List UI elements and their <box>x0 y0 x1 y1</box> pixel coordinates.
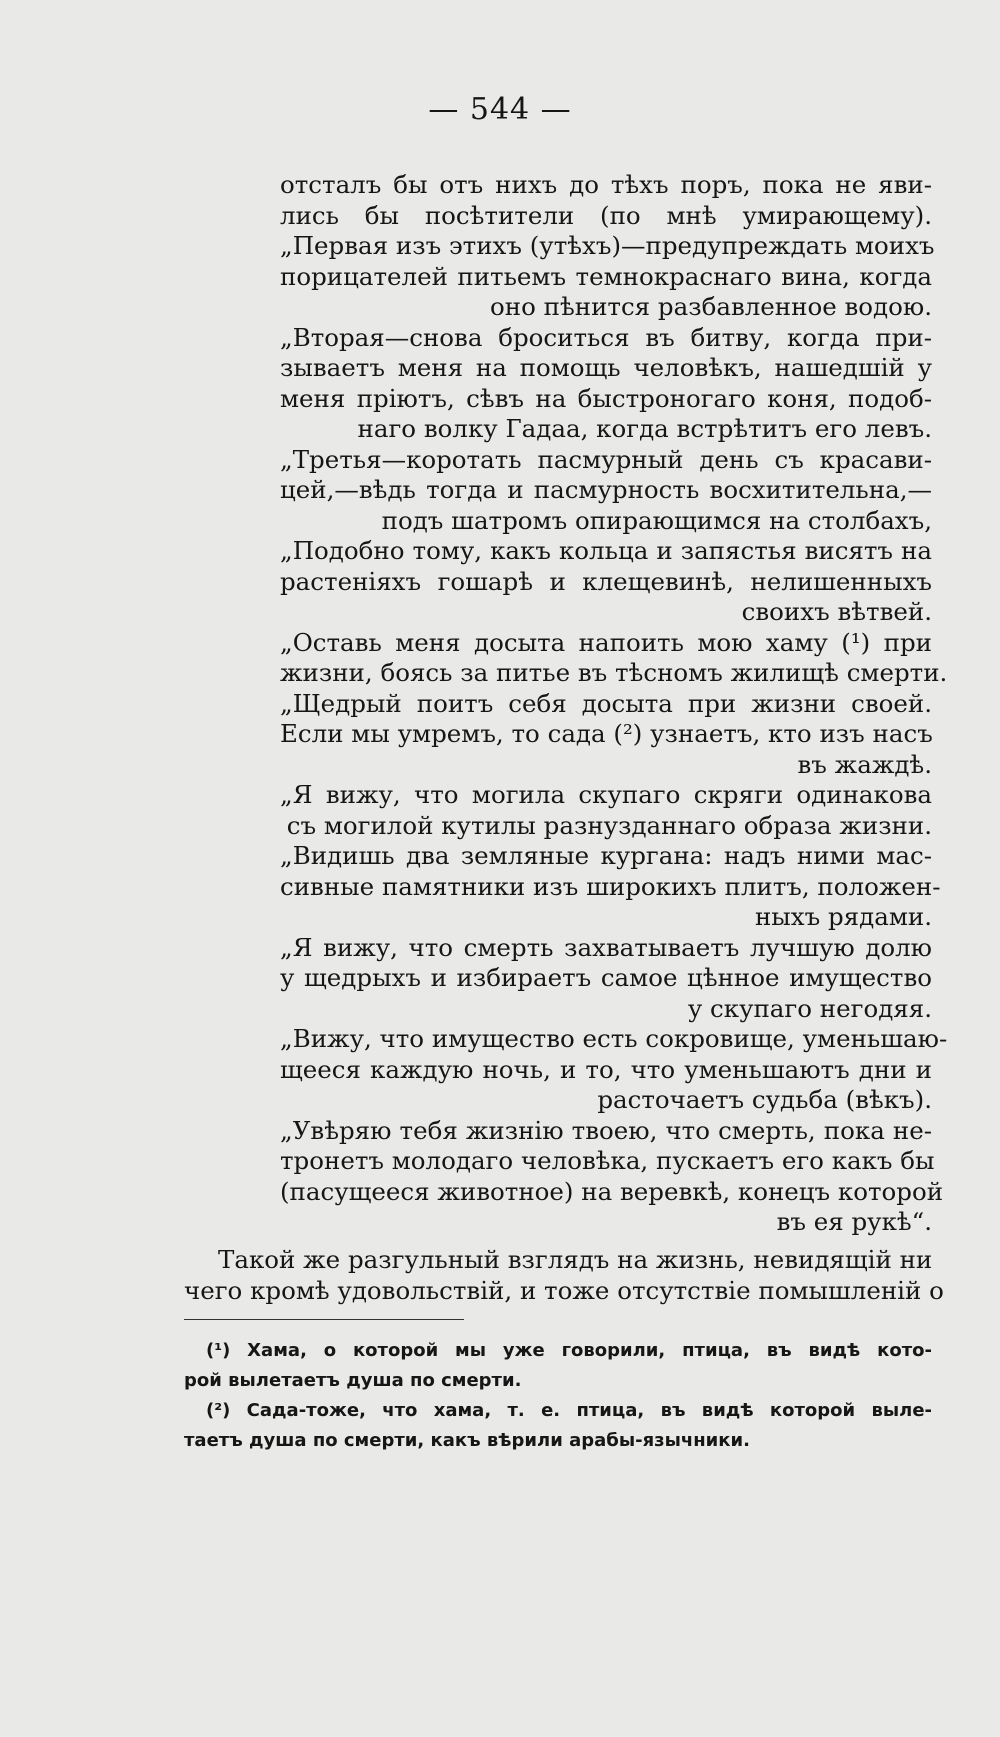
verse-line: Если мы умремъ, то сада (²) узнаетъ, кто изъ насъ <box>280 719 933 748</box>
verse-line: подъ шатромъ опирающимся на столбахъ, <box>381 505 932 535</box>
verse-line: оно пѣнится разбавленное водою. <box>490 292 932 321</box>
verse-line: жизни, боясь за питье въ тѣсномъ жилищѣ смерти. <box>280 658 948 687</box>
verse-line: въ жаждѣ. <box>797 749 932 779</box>
verse-block <box>280 170 948 1238</box>
verse-line: „Увѣряю тебя жизнію твоею, что смерть, пока не- <box>280 1115 932 1145</box>
footnote-line: таетъ душа по смерти, какъ вѣрили арабы-язычники. <box>184 1430 750 1451</box>
verse-line: „Я вижу, что смерть захватываетъ лучшую долю <box>280 932 932 962</box>
verse-line: „Оставь меня досыта напоить мою хаму (¹) при <box>280 627 932 657</box>
footnote-line: (²) Сада-тоже, что хама, т. е. птица, въ видѣ которой выле- <box>206 1400 932 1421</box>
footnote-line: рой вылетаетъ душа по смерти. <box>184 1370 522 1391</box>
verse-line: „Первая изъ этихъ (утѣхъ)—предупреждать моихъ <box>280 231 935 260</box>
verse-line: (пасущееся животное) на веревкѣ, конецъ которой <box>280 1176 944 1206</box>
verse-line: лись бы посѣтители (по мнѣ умирающему). <box>280 200 932 230</box>
verse-line: щееся каждую ночь, и то, что уменьшаютъ дни и <box>280 1054 932 1084</box>
verse-line: „Видишь два земляные кургана: надъ ними мас- <box>280 841 932 870</box>
verse-line: зываетъ меня на помощь человѣкъ, нашедшій у <box>280 353 932 382</box>
verse-line: съ могилой кутилы разнузданнаго образа жизни. <box>286 810 932 840</box>
verse-line: цей,—вѣдь тогда и пасмурность восхитительна,— <box>280 475 932 504</box>
verse-line: „Третья—коротать пасмурный день съ красави- <box>280 444 932 474</box>
verse-line: „Вижу, что имущество есть сокровище, уменьшаю- <box>280 1024 948 1053</box>
verse-line: порицателей питьемъ темнокраснаго вина, когда <box>280 261 932 291</box>
verse-line: своихъ вѣтвей. <box>741 597 932 626</box>
verse-line: въ ея рукѣ“. <box>776 1207 932 1236</box>
verse-line: тронетъ молодаго человѣка, пускаетъ его какъ бы <box>280 1146 935 1175</box>
verse-line: меня пріютъ, сѣвъ на быстроногаго коня, подоб- <box>280 383 932 413</box>
prose-line: Такой же разгульный взглядъ на жизнь, невидящій ни <box>218 1245 933 1274</box>
verse-line: отсталъ бы отъ нихъ до тѣхъ поръ, пока не яви- <box>280 170 932 199</box>
verse-line: „Щедрый поитъ себя досыта при жизни своей. <box>280 688 932 718</box>
verse-line: „Подобно тому, какъ кольца и запястья висятъ на <box>280 536 932 565</box>
verse-line: сивные памятники изъ широкихъ плитъ, положен- <box>280 871 941 901</box>
page-number: — 544 — <box>428 92 572 127</box>
verse-line: „Я вижу, что могила скупаго скряги одинакова <box>280 780 932 809</box>
verse-line: ныхъ рядами. <box>754 902 932 931</box>
verse-line: наго волку Гадаа, когда встрѣтитъ его левъ. <box>357 414 932 443</box>
verse-line: у скупаго негодяя. <box>687 993 932 1023</box>
verse-line: „Вторая—снова броситься въ битву, когда при- <box>280 322 932 352</box>
prose-line: чего кромѣ удовольствій, и тоже отсутствіе помышленій о <box>184 1275 944 1305</box>
footnotes <box>184 1336 932 1456</box>
footnote-line: (¹) Хама, о которой мы уже говорили, птица, въ видѣ кото- <box>206 1340 932 1361</box>
footnote-separator <box>184 1319 464 1320</box>
prose-paragraph <box>184 1245 944 1306</box>
verse-line: растеніяхъ гошарѣ и клещевинѣ, нелишенныхъ <box>280 566 932 596</box>
verse-line: расточаетъ судьба (вѣкъ). <box>597 1085 932 1114</box>
verse-line: у щедрыхъ и избираетъ самое цѣнное имущество <box>280 963 932 992</box>
